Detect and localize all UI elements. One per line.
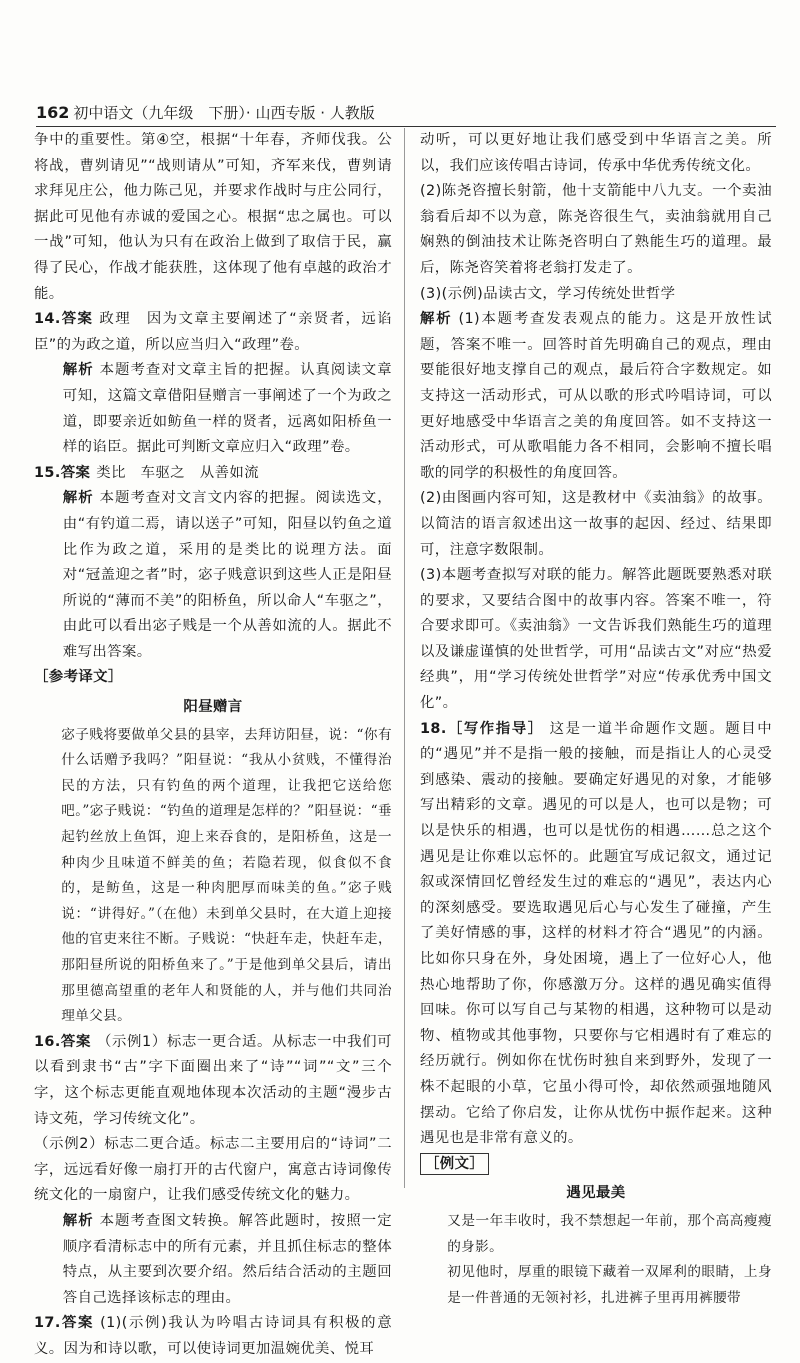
question-18 bbox=[420, 717, 772, 1152]
answer-tag: 答案 bbox=[60, 1033, 91, 1050]
answer-text: 政理 因为文章主要阐述了“亲贤者，远谄臣”的为政之道，所以应当归入“政理”卷。 bbox=[34, 311, 392, 353]
question-number: 14. bbox=[34, 311, 61, 328]
example-paragraph: 初见他时，厚重的眼镜下藏着一双犀利的眼睛，上身是一件普通的无领衬衫，扎进裤子里再用裤腰带 bbox=[447, 1264, 772, 1306]
question-number: 15. bbox=[34, 464, 61, 481]
paragraph: (2)由图画内容可知，这是教材中《卖油翁》的故事。以简洁的语言叙述出这一故事的起因、经过、结果即可，注意字数限制。 bbox=[420, 490, 772, 558]
answer-tag: 答案 bbox=[60, 1315, 95, 1332]
left-column bbox=[34, 128, 392, 1363]
answer-text: （示例1）标志一更合适。从标志一中我们可以看到隶书“古”字下面圈出来了“诗”“词”“文”三个字，这个标志更能直观地体现本次活动的主题“漫步古诗文苑，学习传统文化”。 bbox=[34, 1033, 392, 1127]
analysis-16 bbox=[34, 1209, 392, 1311]
analysis-text: 本题考查对文章主旨的把握。认真阅读文章可知，这篇文章借阳昼赠言一事阐述了一个为政之道，即要亲近如鲂鱼一样的贤者，远离如阳桥鱼一样的谄臣。据此可判断文章应归入“政理”卷。 bbox=[62, 362, 392, 456]
question-14 bbox=[34, 307, 392, 358]
book-title: 初中语文（九年级 下册）· 山西专版 · 人教版 bbox=[73, 103, 375, 122]
question-number: 18. bbox=[420, 720, 447, 737]
column-divider bbox=[404, 128, 405, 1188]
paragraph: 动听，可以更好地让我们感受到中华语言之美。所以，我们应该传唱古诗词，传承中华优秀传统文化。 bbox=[420, 132, 772, 174]
question-15 bbox=[34, 461, 392, 487]
paragraph: 争中的重要性。第④空，根据“十年春，齐师伐我。公将战，曹刿请见”“战则请从”可知，齐军来伐，曹刿请求拜见庄公，他力陈己见，并要求作战时与庄公同行，据此可见他有赤诚的爱国之心。根据“忠之属也。可以一战”可知，他认为只有在政治上做到了取信于民，赢得了民心，作战才能获胜，这体现了他有卓越的政治才能。 bbox=[34, 132, 392, 302]
analysis-text: (1)本题考查发表观点的能力。这是开放性试题，答案不唯一。回答时首先明确自己的观点，理由要能很好地支撑自己的观点，最后符合字数规定。如支持这一活动形式，可从以歌的形式吟唱诗词，可以更好地感受中华语言之美的角度回答。如不支持这一活动形式，可从歌唱能力各不相同，会影响不擅长唱歌的同学的积极性的角度回答。 bbox=[420, 311, 772, 481]
question-16 bbox=[34, 1030, 392, 1132]
analysis-tag: 解析 bbox=[62, 362, 94, 379]
analysis-text: 本题考查图文转换。解答此题时，按照一定顺序看清标志中的所有元素，并且抓住标志的整体特点，从主要到次要介绍。然后结合活动的主题回答自己选择该标志的理由。 bbox=[62, 1212, 392, 1306]
example-essay-label bbox=[420, 1152, 772, 1178]
answer-example-2: （示例2）标志二更合适。标志二主要用启的“诗词”二字，远远看好像一扇打开的古代窗户，寓意古诗词像传统文化的一扇窗户，让我们感受传统文化的魅力。 bbox=[34, 1136, 392, 1204]
example-paragraph: 又是一年丰收时，我不禁想起一年前，那个高高瘦瘦的身影。 bbox=[447, 1212, 772, 1255]
writing-guide-text: 这是一道半命题作文题。题目中的“遇见”并不是指一般的接触，而是指让人的心灵受到感染、震动的接触。要确定好遇见的对象，才能够写出精彩的文章。遇见的可以是人，也可以是物；可以是快乐的相遇，也可以是忧伤的相遇……总之这个遇见是让你难以忘怀的。此题宜写成记叙文，通过记叙或深情回忆曾经发生过的难忘的“遇见”，表达内心的深刻感受。要选取遇见后心与心发生了碰撞，产生了美好情感的事，这样的材料才符合“遇见”的内涵。比如你只身在外，身处困境，遇上了一位好心人，他热心地帮助了你，你感激万分。这样的遇见确实值得回味。你可以写自己与某物的相遇，这种物可以是动物、植物或其他事物，只要你与它相遇时有了难忘的经历就行。例如你在忧伤时独自来到野外，发现了一株不起眼的小草，它虽小得可怜，却依然顽强地随风摆动。它给了你启发，让你从忧伤中振作起来。这种遇见也是非常有意义的。 bbox=[420, 720, 772, 1147]
header-rule bbox=[36, 126, 776, 127]
question-number: 16. bbox=[34, 1033, 61, 1050]
analysis-17 bbox=[420, 307, 772, 486]
analysis-14 bbox=[34, 358, 392, 460]
page-header bbox=[36, 98, 776, 126]
reference-translation-label: ［参考译文］ bbox=[34, 669, 123, 686]
question-number: 17. bbox=[34, 1315, 61, 1332]
translation-text: 宓子贱将要做单父县的县宰，去拜访阳昼，说：“你有什么话赠予我吗？”阳昼说：“我从小贫贱，不懂得治民的方法，只有钓鱼的两个道理，让我把它送给您吧。”宓子贱说：“钓鱼的道理是怎样的？”阳昼说：“垂起钓丝放上鱼饵，迎上来吞食的，是阳桥鱼，这是一种肉少且味道不鲜美的鱼；若隐若现，似食似不食的，是鲂鱼，这是一种肉肥厚而味美的鱼。”宓子贱说：“讲得好。”（在他）未到单父县时，在大道上迎接他的官吏来往不断。子贱说：“快赶车走，快赶车走，那阳昼所说的阳桥鱼来了。”于是他到单父县后，请出那里德高望重的老年人和贤能的人，并与他们共同治理单父县。 bbox=[61, 726, 392, 1025]
right-column bbox=[420, 128, 772, 1311]
answer-tag: 答案 bbox=[60, 311, 94, 328]
paragraph: (3)本题考查拟写对联的能力。解答此题既要熟悉对联的要求，又要结合图中的故事内容。答案不唯一，符合要求即可。《卖油翁》一文告诉我们熟能生巧的道理以及谦虚谨慎的处世哲学，可用“品读古文”对应“热爱经典”，用“学习传统处世哲学”对应“传承优秀中国文化”。 bbox=[420, 567, 772, 712]
question-17 bbox=[34, 1311, 392, 1362]
page-number: 162 bbox=[36, 102, 70, 122]
analysis-tag: 解析 bbox=[62, 1212, 94, 1229]
writing-guide-tag: ［写作指导］ bbox=[446, 720, 544, 737]
answer-text: (1)(示例)我认为吟唱古诗词具有积极的意义。因为和诗以歌，可以使诗词更加温婉优美、悦耳 bbox=[34, 1315, 392, 1357]
analysis-tag: 解析 bbox=[420, 311, 453, 328]
example-essay-title: 遇见最美 bbox=[566, 1185, 626, 1202]
analysis-tag: 解析 bbox=[62, 490, 94, 507]
example-label-box: ［例文］ bbox=[420, 1153, 489, 1175]
paragraph: (2)陈尧咨擅长射箭，他十支箭能中八九支。一个卖油翁看后却不以为意，陈尧咨很生气，卖油翁就用自己娴熟的倒油技术让陈尧咨明白了熟能生巧的道理。最后，陈尧咨笑着将老翁打发走了。 bbox=[420, 183, 772, 276]
translation-title: 阳昼赠言 bbox=[183, 699, 243, 716]
analysis-15 bbox=[34, 486, 392, 665]
paragraph: (3)(示例)品读古文，学习传统处世哲学 bbox=[420, 285, 676, 302]
analysis-text: 本题考查对文言文内容的把握。阅读选文，由“有钓道二焉，请以送子”可知，阳昼以钓鱼之道比作为政之道，采用的是类比的说理方法。面对“冠盖迎之者”时，宓子贱意识到这些人正是阳昼所说的“薄而不美”的阳桥鱼，所以命人“车驱之”，由此可以看出宓子贱是一个从善如流的人。据此不难写出答案。 bbox=[62, 490, 392, 660]
answer-text: 类比 车驱之 从善如流 bbox=[96, 464, 259, 481]
answer-tag: 答案 bbox=[60, 464, 91, 481]
